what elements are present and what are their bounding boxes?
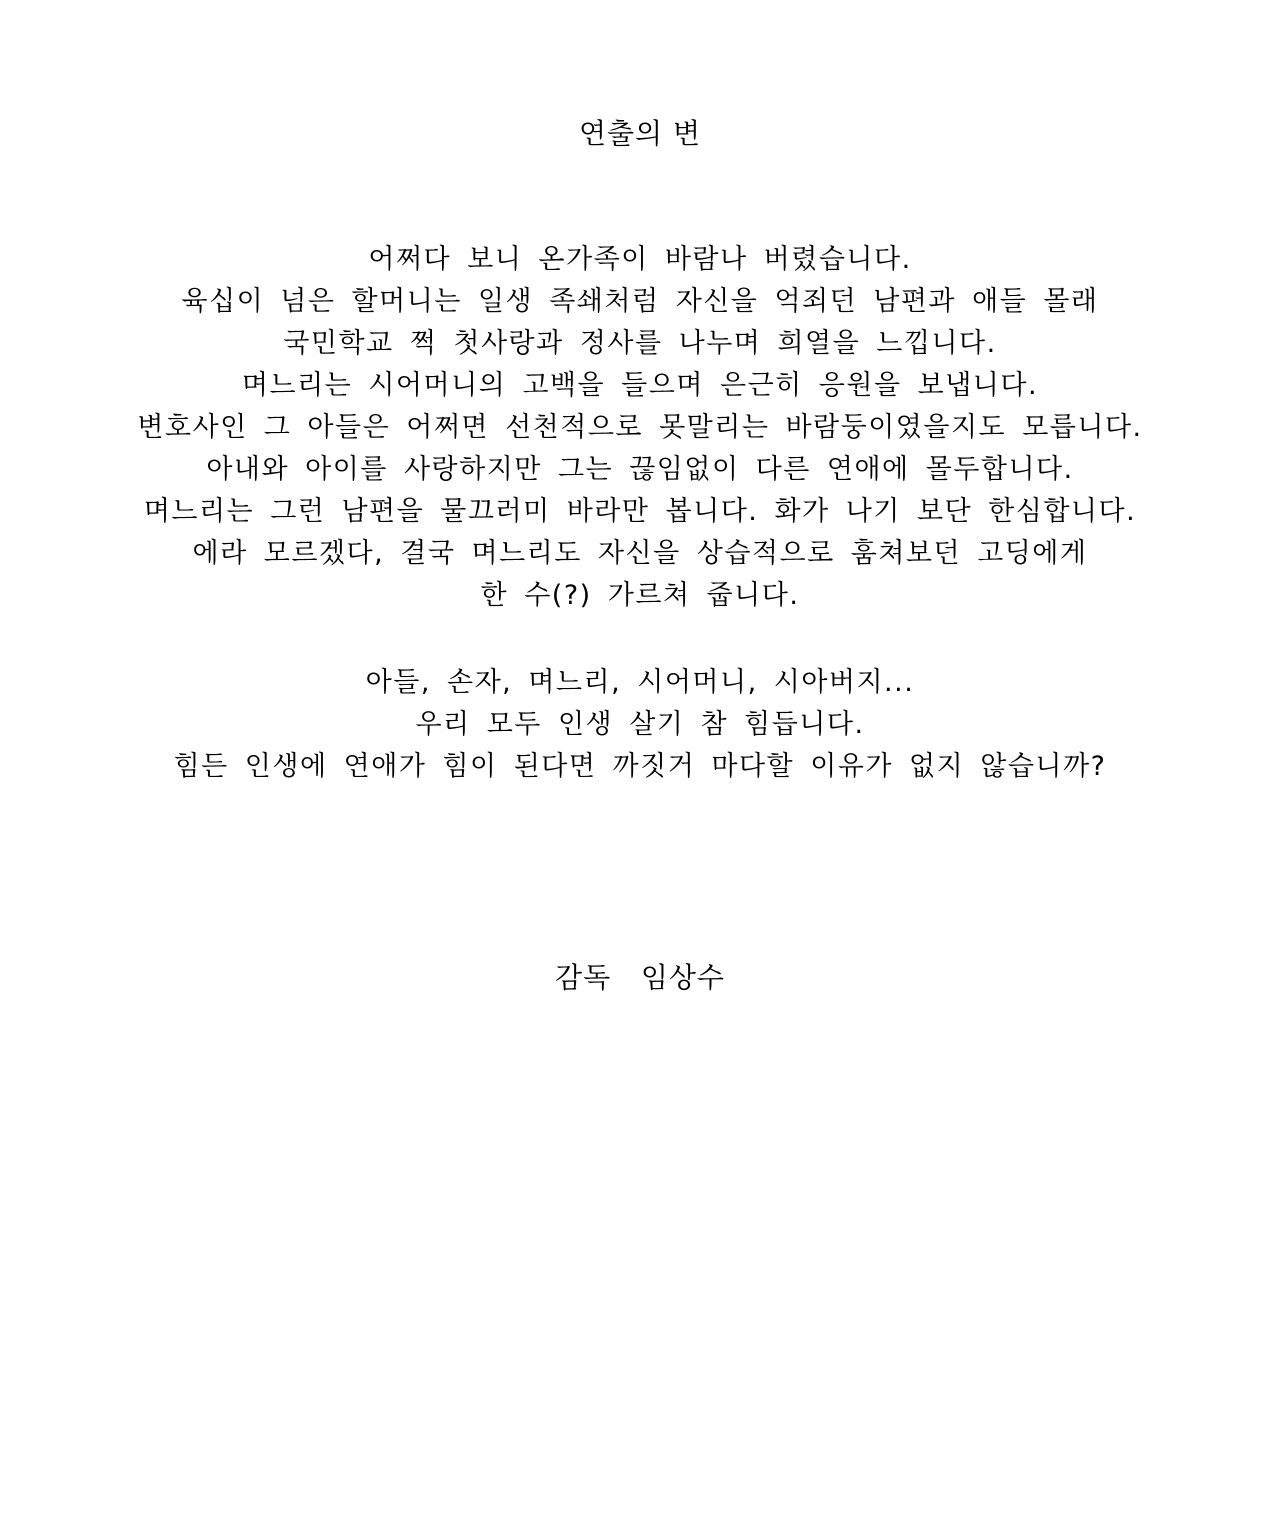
text-line: 며느리는 그런 남편을 물끄러미 바라만 봅니다. 화가 나기 보단 한심합니다. [143,496,1137,527]
text-line: 국민학교 쩍 첫사랑과 정사를 나누며 희열을 느낍니다. [283,328,997,359]
text-line: 변호사인 그 아들은 어쩌면 선천적으로 못말리는 바람둥이였을지도 모릅니다. [137,412,1143,443]
text-line: 에라 모르겠다, 결국 며느리도 자신을 상습적으로 훔쳐보던 고딩에게 [192,538,1088,569]
paragraph-2 [0,662,1280,788]
text-line: 힘든 인생에 연애가 힘이 된다면 까짓거 마다할 이유가 없지 않습니까? [173,751,1107,782]
text-line: 며느리는 시어머니의 고백을 들으며 은근히 응원을 보냅니다. [241,370,1039,401]
page-title: 연출의 변 [578,117,702,150]
text-line: 아들, 손자, 며느리, 시어머니, 시아버지... [365,667,915,698]
signature-name: 임상수 [640,961,725,994]
text-line: 육십이 넘은 할머니는 일생 족쇄처럼 자신을 억죄던 남편과 애들 몰래 [181,286,1099,317]
text-line: 어쩌다 보니 온가족이 바람나 버렸습니다. [368,244,912,275]
signature [0,956,1280,1000]
text-line: 우리 모두 인생 살기 참 힘듭니다. [415,709,865,740]
paragraph-1 [0,239,1280,617]
text-line: 한 수(?) 가르쳐 줍니다. [480,580,800,611]
text-line: 아내와 아이를 사랑하지만 그는 끊임없이 다른 연애에 몰두합니다. [206,454,1074,485]
signature-role: 감독 [555,961,612,994]
